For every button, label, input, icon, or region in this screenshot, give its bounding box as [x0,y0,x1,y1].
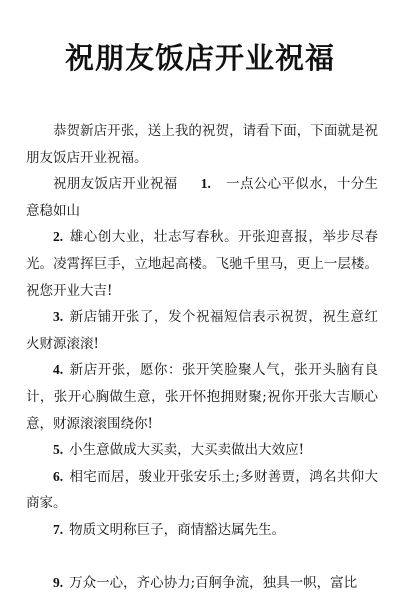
item-9-text: 万众一心，齐心协力;百舸争流，独具一帜，富比 [69,575,358,592]
document-body [26,118,378,597]
list-item-6 [26,464,378,517]
paragraph-gap [26,544,378,571]
list-item-3 [26,304,378,357]
list-item-2 [26,224,378,304]
item-6-number: 6. [53,468,64,484]
item-1-number: 1. [200,176,211,192]
list-item-5 [26,437,378,464]
item-3-number: 3. [53,309,64,325]
intro-paragraph: 恭贺新店开张，送上我的祝贺，请看下面，下面就是祝朋友饭店开业祝福。 [26,123,378,166]
list-item-9 [26,570,378,597]
list-item-4 [26,357,378,437]
item-2-number: 2. [53,229,64,245]
item-9-number: 9. [53,575,64,591]
item-1-lead: 祝朋友饭店开业祝福 [53,176,178,193]
item-5-number: 5. [53,442,64,458]
item-2-text: 雄心创大业，壮志写春秋。开张迎喜报，举步尽春光。凌霄挥巨手，立地起高楼。飞驰千里马，更上一层楼。祝您开业大吉! [26,229,378,299]
item-4-text: 新店开张，愿你：张开笑脸聚人气，张开头脑有良计，张开心胸做生意，张开怀抱拥财聚;祝你开张大吉顺心意，财源滚滚围绕你! [26,362,378,432]
item-5-text: 小生意做成大买卖，大买卖做出大效应! [69,442,305,459]
item-7-text: 物质文明称巨子，商情豁达属先生。 [69,521,286,538]
item-3-text: 新店铺开张了，发个祝福短信表示祝贺，祝生意红火财源滚滚! [26,309,378,352]
item-6-text: 相宅而居，骏业开张安乐土;多财善贾，鸿名共仰大商家。 [26,468,378,512]
list-item-7 [26,517,378,544]
item-7-number: 7. [53,521,64,537]
list-item-1 [26,171,378,224]
item-1-text: 一点公心平似水，十分生意稳如山 [26,176,378,219]
document-title: 祝朋友饭店开业祝福 [64,41,335,75]
item-4-number: 4. [53,362,64,378]
